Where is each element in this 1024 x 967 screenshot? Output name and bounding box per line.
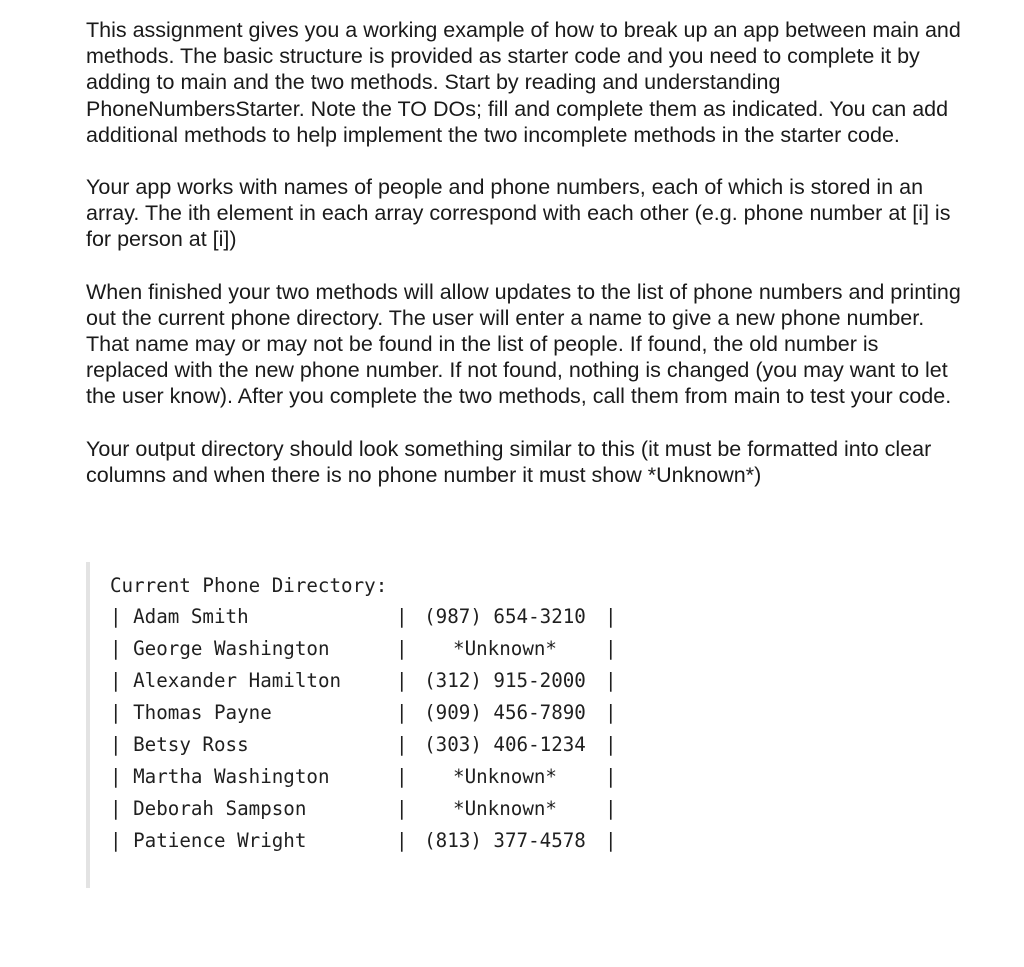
directory-row-name: | Alexander Hamilton: [110, 669, 342, 692]
instructions-paragraph-1: This assignment gives you a working example of how to break up an app between main and methods. The basic structure is provided as starter code and you need to complete it by adding to main and the two methods. Start by reading and understanding PhoneNumbersStarter. Note the TO DOs; fill and complete them as indicated. You can add additional methods to help implement the two incomplete methods in the starter code.: [86, 18, 961, 147]
directory-row-phone: (303) 406-1234: [424, 733, 586, 756]
column-separator: |: [396, 765, 408, 788]
column-separator: |: [605, 765, 617, 788]
instructions-paragraph-3: When finished your two methods will allow updates to the list of phone numbers and printing out the current phone directory. The user will enter a name to give a new phone number. That name may or may not be found in the list of people. If found, the old number is replaced with the new phone number. If not found, nothing is changed (you may want to let the user know). After you complete the two methods, call them from main to test your code.: [86, 279, 961, 409]
column-separator: |: [396, 669, 408, 692]
directory-row-phone: (312) 915-2000: [424, 669, 586, 692]
directory-row-phone: *Unknown*: [453, 765, 557, 788]
column-separator: |: [396, 605, 408, 628]
instructions-paragraph-2: Your app works with names of people and phone numbers, each of which is stored in an array. The ith element in each array correspond with each other (e.g. phone number at [i] is for person at [i]): [86, 175, 951, 252]
column-separator: |: [396, 829, 408, 852]
column-separator: |: [396, 637, 408, 660]
directory-row-name: | Deborah Sampson: [110, 797, 307, 820]
directory-row-name: | Betsy Ross: [110, 733, 249, 756]
column-separator: |: [605, 637, 617, 660]
column-separator: |: [605, 701, 617, 724]
column-separator: |: [605, 829, 617, 852]
directory-row-name: | Patience Wright: [110, 829, 307, 852]
directory-row-phone: *Unknown*: [453, 637, 557, 660]
directory-row-name: | George Washington: [110, 637, 330, 660]
directory-row-name: | Thomas Payne: [110, 701, 272, 724]
directory-row: [110, 797, 617, 829]
directory-row: [110, 829, 617, 861]
directory-row-name: | Martha Washington: [110, 765, 330, 788]
directory-row-phone: (909) 456-7890: [424, 701, 586, 724]
directory-row-phone: *Unknown*: [453, 797, 557, 820]
column-separator: |: [605, 733, 617, 756]
column-separator: |: [605, 669, 617, 692]
column-separator: |: [605, 797, 617, 820]
directory-title: Current Phone Directory:: [110, 574, 388, 597]
directory-row: [110, 701, 617, 733]
column-separator: |: [396, 701, 408, 724]
directory-row: [110, 669, 617, 701]
column-separator: |: [396, 733, 408, 756]
directory-row: [110, 605, 617, 637]
directory-row: [110, 733, 617, 765]
directory-row: [110, 765, 617, 797]
directory-row: [110, 637, 617, 669]
directory-row-phone: (813) 377-4578: [424, 829, 586, 852]
directory-row-phone: (987) 654-3210: [424, 605, 586, 628]
sample-output-block: [86, 562, 650, 888]
column-separator: |: [605, 605, 617, 628]
assignment-instructions: [86, 17, 966, 488]
column-separator: |: [396, 797, 408, 820]
directory-row-name: | Adam Smith: [110, 605, 249, 628]
instructions-paragraph-4: Your output directory should look something similar to this (it must be formatted into clear columns and when there is no phone number it must show *Unknown*): [86, 436, 932, 487]
